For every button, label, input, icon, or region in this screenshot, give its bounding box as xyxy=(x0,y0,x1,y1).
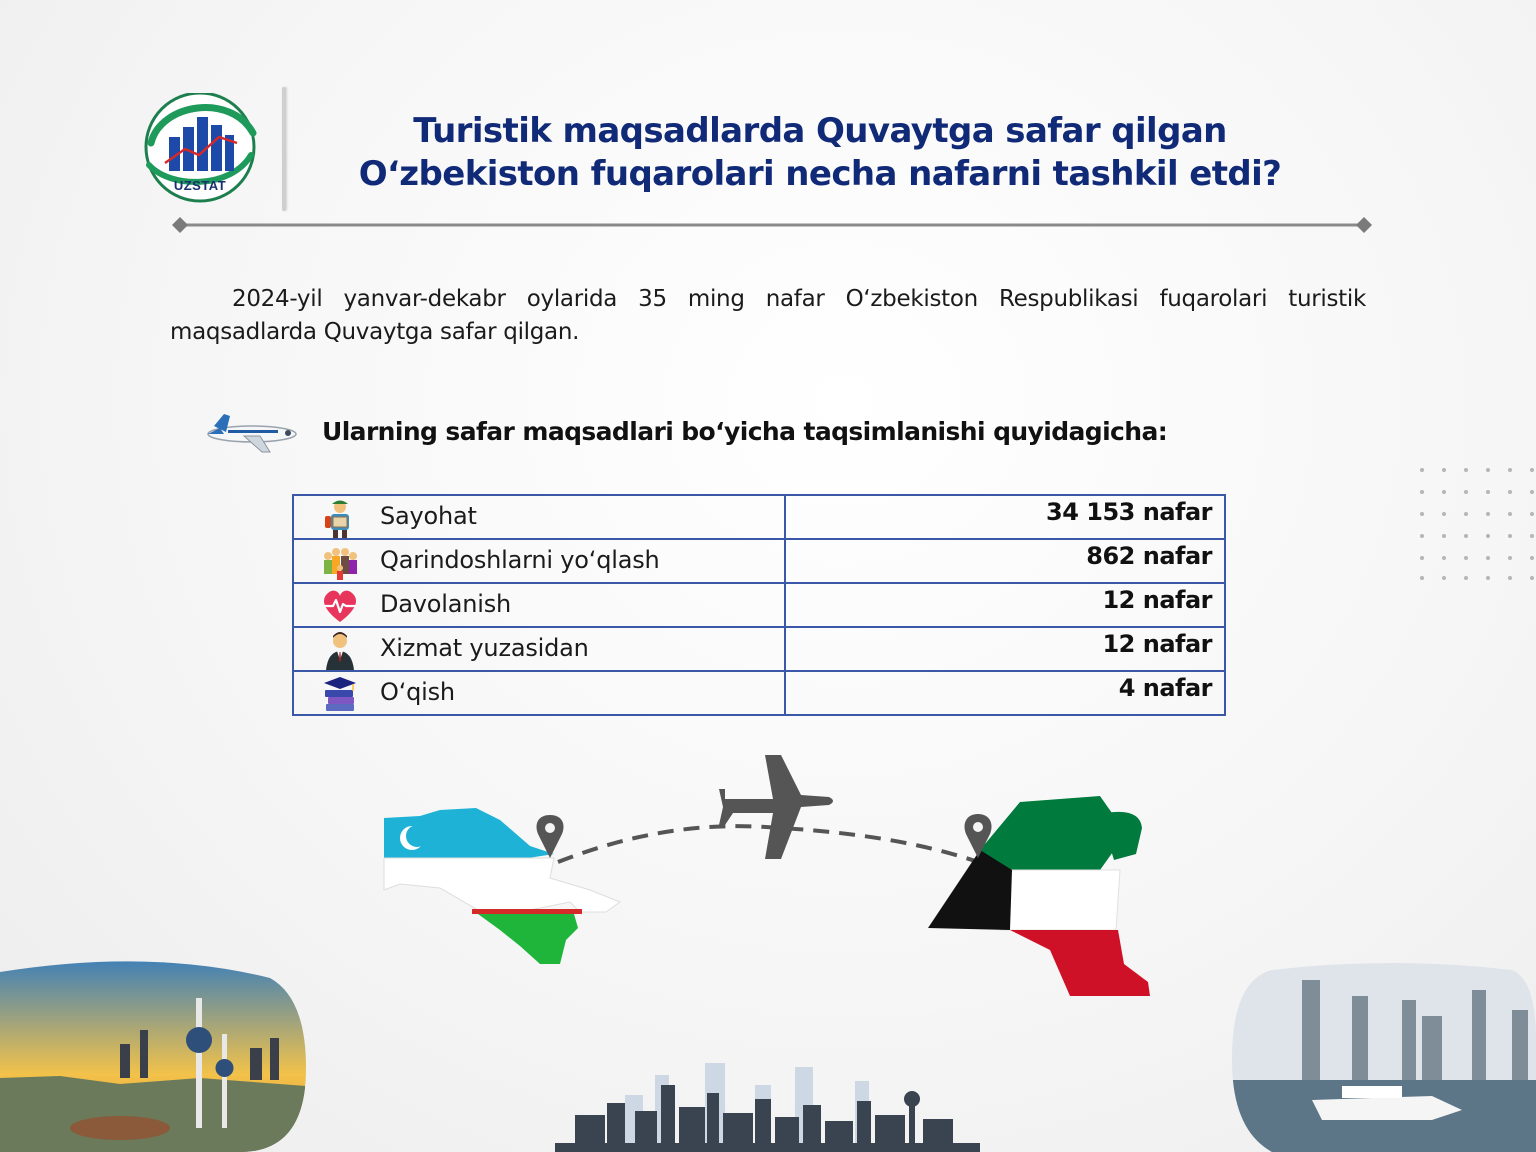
uzstat-logo xyxy=(141,93,259,205)
value-cell: 12 nafar xyxy=(785,583,1225,627)
tourist-icon xyxy=(320,498,360,538)
title-rule xyxy=(172,217,1372,233)
category-cell xyxy=(293,495,785,539)
table-row xyxy=(293,627,1225,671)
route-illustration xyxy=(380,750,1170,1010)
kuwait-towers-photo xyxy=(0,958,306,1152)
category-label: Xizmat yuzasidan xyxy=(380,634,589,662)
table-row xyxy=(293,539,1225,583)
uzbekistan-map-icon xyxy=(384,808,620,964)
city-skyline xyxy=(555,1055,980,1152)
table-row xyxy=(293,495,1225,539)
intro-paragraph: 2024-yil yanvar-dekabr oylarida 35 ming nafar O‘zbekiston Respublikasi fuqarolari turistik maqsadlarda Quvaytga safar qilgan. xyxy=(170,286,1366,345)
dot-pattern xyxy=(1418,466,1536,584)
marina-photo xyxy=(1232,960,1536,1152)
heart-pulse-icon xyxy=(320,586,360,626)
category-label: Qarindoshlarni yo‘qlash xyxy=(380,546,660,574)
businessman-icon xyxy=(320,630,360,670)
header-divider xyxy=(282,87,286,211)
category-label: Sayohat xyxy=(380,502,477,530)
category-cell xyxy=(293,583,785,627)
table-row xyxy=(293,671,1225,715)
value-cell: 34 153 nafar xyxy=(785,495,1225,539)
value-cell: 862 nafar xyxy=(785,539,1225,583)
airplane-icon xyxy=(719,755,833,859)
value-cell: 4 nafar xyxy=(785,671,1225,715)
title-line-1: Turistik maqsadlarda Quvaytga safar qilgan xyxy=(413,111,1227,151)
title-line-2: O‘zbekiston fuqarolari necha nafarni tashkil etdi? xyxy=(358,154,1282,194)
airplane-icon xyxy=(200,408,300,454)
category-label: O‘qish xyxy=(380,678,455,706)
value-cell: 12 nafar xyxy=(785,627,1225,671)
kuwait-map-icon xyxy=(928,796,1150,996)
category-cell xyxy=(293,539,785,583)
subheading: Ularning safar maqsadlari bo‘yicha taqsimlanishi quyidagicha: xyxy=(322,417,1168,446)
category-label: Davolanish xyxy=(380,590,512,618)
purpose-table xyxy=(292,494,1226,716)
category-cell xyxy=(293,627,785,671)
logo-text: UZSTAT xyxy=(173,178,227,193)
table-row xyxy=(293,583,1225,627)
books-icon xyxy=(320,674,360,714)
family-icon xyxy=(320,542,360,582)
category-cell xyxy=(293,671,785,715)
page-title xyxy=(300,110,1340,196)
